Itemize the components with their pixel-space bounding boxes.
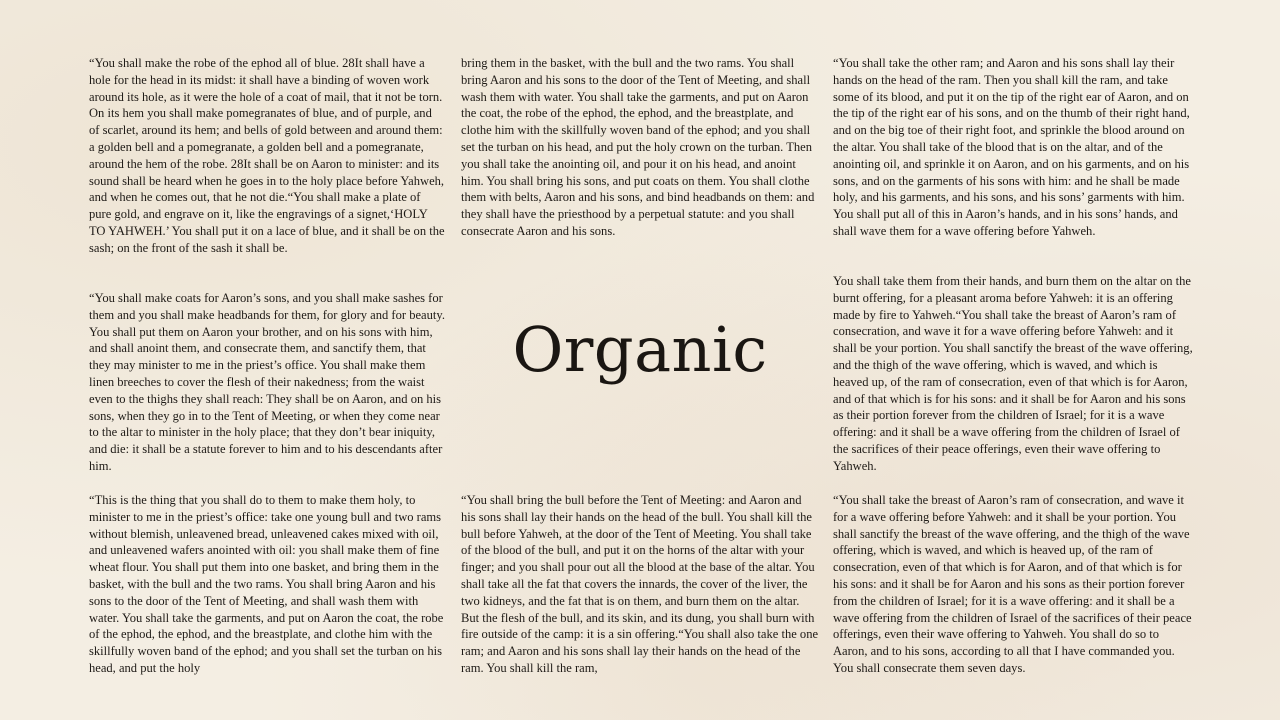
text-block-col3-bottom: “You shall take the breast of Aaron’s ram of consecration, and wave it for a wave offering before Yahweh: and it shall be your portion. You shall sanctify the breast of the wave offering, and the thigh of the wave offering, which is waved, and which is heaved up, of the ram of consecration, even of that which is for Aaron, and of that which is for his sons: and it shall be for Aaron and his sons as their portion forever from the children of Israel; for it is a wave offering: and it shall be a wave offering from the children of Israel of the sacrifices of their peace offerings, even their wave offering to Yahweh. You shall do so to Aaron, and to his sons, according to all that I have commanded you. You shall consecrate them seven days. [833,493,1192,675]
text-block-col1-top: “You shall make the robe of the ephod all of blue. 28It shall have a hole for the head in its midst: it shall have a binding of woven work around its hole, as it were the hole of a coat of mail, that it not be torn. On its hem you shall make pomegranates of blue, and of purple, and of scarlet, around its hem; and bells of gold between and around them: a golden bell and a pomegranate, a golden bell and a pomegranate, around the hem of the robe. 28It shall be on Aaron to minister: and its sound shall be heard when he goes in to the holy place before Yahweh, and when he comes out, that he not die.“You shall make a plate of pure gold, and engrave on it, like the engravings of a signet,‘HOLY TO YAHWEH.’ You shall put it on a lace of blue, and it shall be on the sash; on the front of the sash it shall be. [89,56,445,255]
text-block-col1-bottom: “This is the thing that you shall do to them to make them holy, to minister to me in the priest’s office: take one young bull and two rams without blemish, unleavened bread, unleavened cakes mixed with oil, and unleavened wafers anointed with oil: you shall make them of fine wheat flour. You shall put them into one basket, and bring them in the basket, with the bull and the two rams. You shall bring Aaron and his sons to the door of the Tent of Meeting, and shall wash them with water. You shall take the garments, and put on Aaron the coat, the robe of the ephod, the ephod, and the breastplate, and clothe him with the skillfully woven band of the ephod; and you shall set the turban on his head, and put the holy [89,493,444,675]
text-block-col3-middle: You shall take them from their hands, and burn them on the altar on the burnt offering, for a pleasant aroma before Yahweh: it is an offering made by fire to Yahweh.“You shall take the breast of Aaron’s ram of consecration, and wave it for a wave offering before Yahweh: and it shall be your portion. You shall sanctify the breast of the wave offering, and the thigh of the wave offering, which is waved, and which is heaved up, of the ram of consecration, even of that which is for Aaron, and of that which is for his sons: and it shall be for Aaron and his sons as their portion forever from the children of Israel; for it is a wave offering: and it shall be a wave offering from the children of Israel of the sacrifices of their peace offerings, even their wave offering to Yahweh. [833,274,1193,473]
text-block-col2-bottom: “You shall bring the bull before the Tent of Meeting: and Aaron and his sons shall lay their hands on the head of the bull. You shall kill the bull before Yahweh, at the door of the Tent of Meeting. You shall take of the blood of the bull, and put it on the horns of the altar with your finger; and you shall pour out all the blood at the base of the altar. You shall take all the fat that covers the innards, the cover of the liver, the two kidneys, and the fat that is on them, and burn them on the altar. But the flesh of the bull, and its skin, and its dung, you shall burn with fire outside of the camp: it is a sin offering.“You shall also take the one ram; and Aaron and his sons shall lay their hands on the head of the ram. You shall kill the ram, [461,493,819,675]
text-block-col1-middle: “You shall make coats for Aaron’s sons, and you shall make sashes for them and you shall make headbands for them, for glory and for beauty. You shall put them on Aaron your brother, and on his sons with him, and shall anoint them, and consecrate them, and sanctify them, that they may minister to me in the priest’s office. You shall make them linen breeches to cover the flesh of their nakedness; from the waist even to the thighs they shall reach: They shall be on Aaron, and on his sons, when they go in to the Tent of Meeting, or when they come near to the altar to minister in the holy place; that they don’t bear iniquity, and die: it shall be a statute forever to him and to his descendants after him. [89,291,445,473]
page-title: Organic [512,313,768,386]
text-block-col3-top: “You shall take the other ram; and Aaron and his sons shall lay their hands on the head of the ram. Then you shall kill the ram, and take some of its blood, and put it on the tip of the right ear of Aaron, and on the tip of the right ear of his sons, and on the thumb of their right hand, and on the big toe of their right foot, and sprinkle the blood around on the altar. You shall take of the blood that is on the altar, and of the anointing oil, and sprinkle it on Aaron, and on his garments, and on his sons, and on the garments of his sons with him: and he shall be made holy, and his garments, and his sons, and his sons’ garments with him. You shall put all of this in Aaron’s hands, and in his sons’ hands, and shall wave them for a wave offering before Yahweh. [833,56,1190,238]
text-block-col2-top: bring them in the basket, with the bull and the two rams. You shall bring Aaron and his sons to the door of the Tent of Meeting, and shall wash them with water. You shall take the garments, and put on Aaron the coat, the robe of the ephod, the ephod, and the breastplate, and clothe him with the skillfully woven band of the ephod; and you shall set the turban on his head, and put the holy crown on the turban. Then you shall take the anointing oil, and pour it on his head, and anoint him. You shall bring his sons, and put coats on them. You shall clothe them with belts, Aaron and his sons, and bind headbands on them: and they shall have the priesthood by a perpetual statute: and you shall consecrate Aaron and his sons. [461,56,815,238]
